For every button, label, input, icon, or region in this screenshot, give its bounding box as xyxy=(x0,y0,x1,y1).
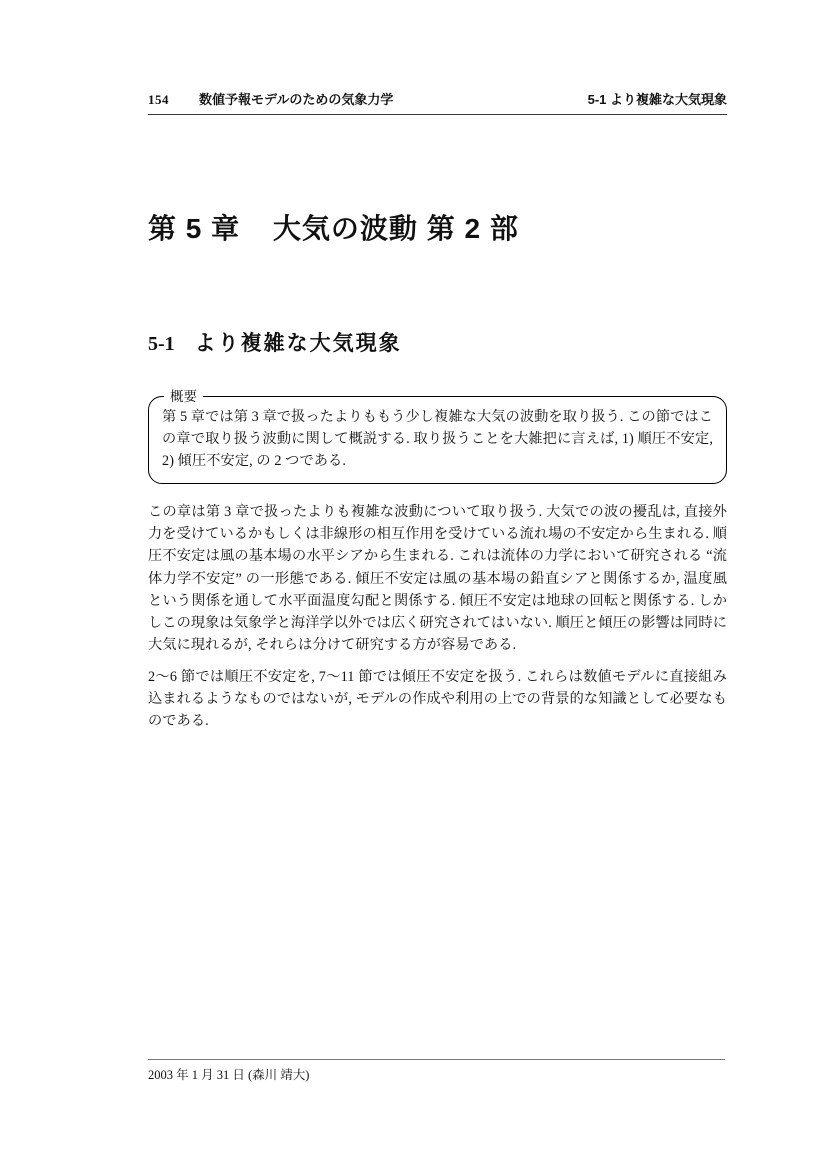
chapter-heading xyxy=(148,207,519,247)
footer-date-author: 2003 年 1 月 31 日 (森川 靖大) xyxy=(148,1068,310,1082)
running-header-left xyxy=(148,89,393,108)
section-title: より複雑な大気現象 xyxy=(194,332,402,355)
chapter-number: 第 5 章 xyxy=(148,213,241,244)
body-paragraph-2: 2〜6 節では順圧不安定を, 7〜11 節では傾圧不安定を扱う. これらは数値モデルに直接組み込まれるようなものではないが, モデルの作成や利用の上での背景的な知識として必要なものである. xyxy=(148,669,727,730)
book-title: 数値予報モデルのための気象力学 xyxy=(199,92,394,107)
section-number: 5-1 xyxy=(148,333,175,355)
page-footer xyxy=(148,1059,725,1083)
overview-box-label: 概要 xyxy=(164,387,203,406)
overview-box-text: 第 5 章では第 3 章で扱ったよりももう少し複雑な大気の波動を取り扱う. この節ではこの章で取り扱う波動に関して概説する. 取り扱うことを大雑把に言えば, 1) 順圧不安定, 2) 傾圧不安定, の 2 つである. xyxy=(162,409,713,469)
overview-box xyxy=(148,389,727,484)
running-header xyxy=(148,89,727,115)
page-number: 154 xyxy=(148,92,169,107)
body-paragraph-1: この章は第 3 章で扱ったよりも複雑な波動について取り扱う. 大気での波の擾乱は, 直接外力を受けているかもしくは非線形の相互作用を受けている流れ場の不安定から生まれる. 順圧不安定は風の基本場の水平シアから生まれる. これは流体の力学において研究される “流体力学不安定” の一形態である. 傾圧不安定は風の基本場の鉛直シアと関係するか, 温度風という関係を通して水平面温度勾配と関係する. 傾圧不安定は地球の回転と関係する. しかしこの現象は気象学と海洋学以外では広く研究されてはいない. 順圧と傾圧の影響は同時に大気に現れるが, それらは分けて研究する方が容易である. xyxy=(148,504,727,654)
section-heading xyxy=(148,327,402,357)
chapter-title: 大気の波動 第 2 部 xyxy=(272,213,519,244)
header-section-reference: 5-1 より複雑な大気現象 xyxy=(587,92,727,107)
